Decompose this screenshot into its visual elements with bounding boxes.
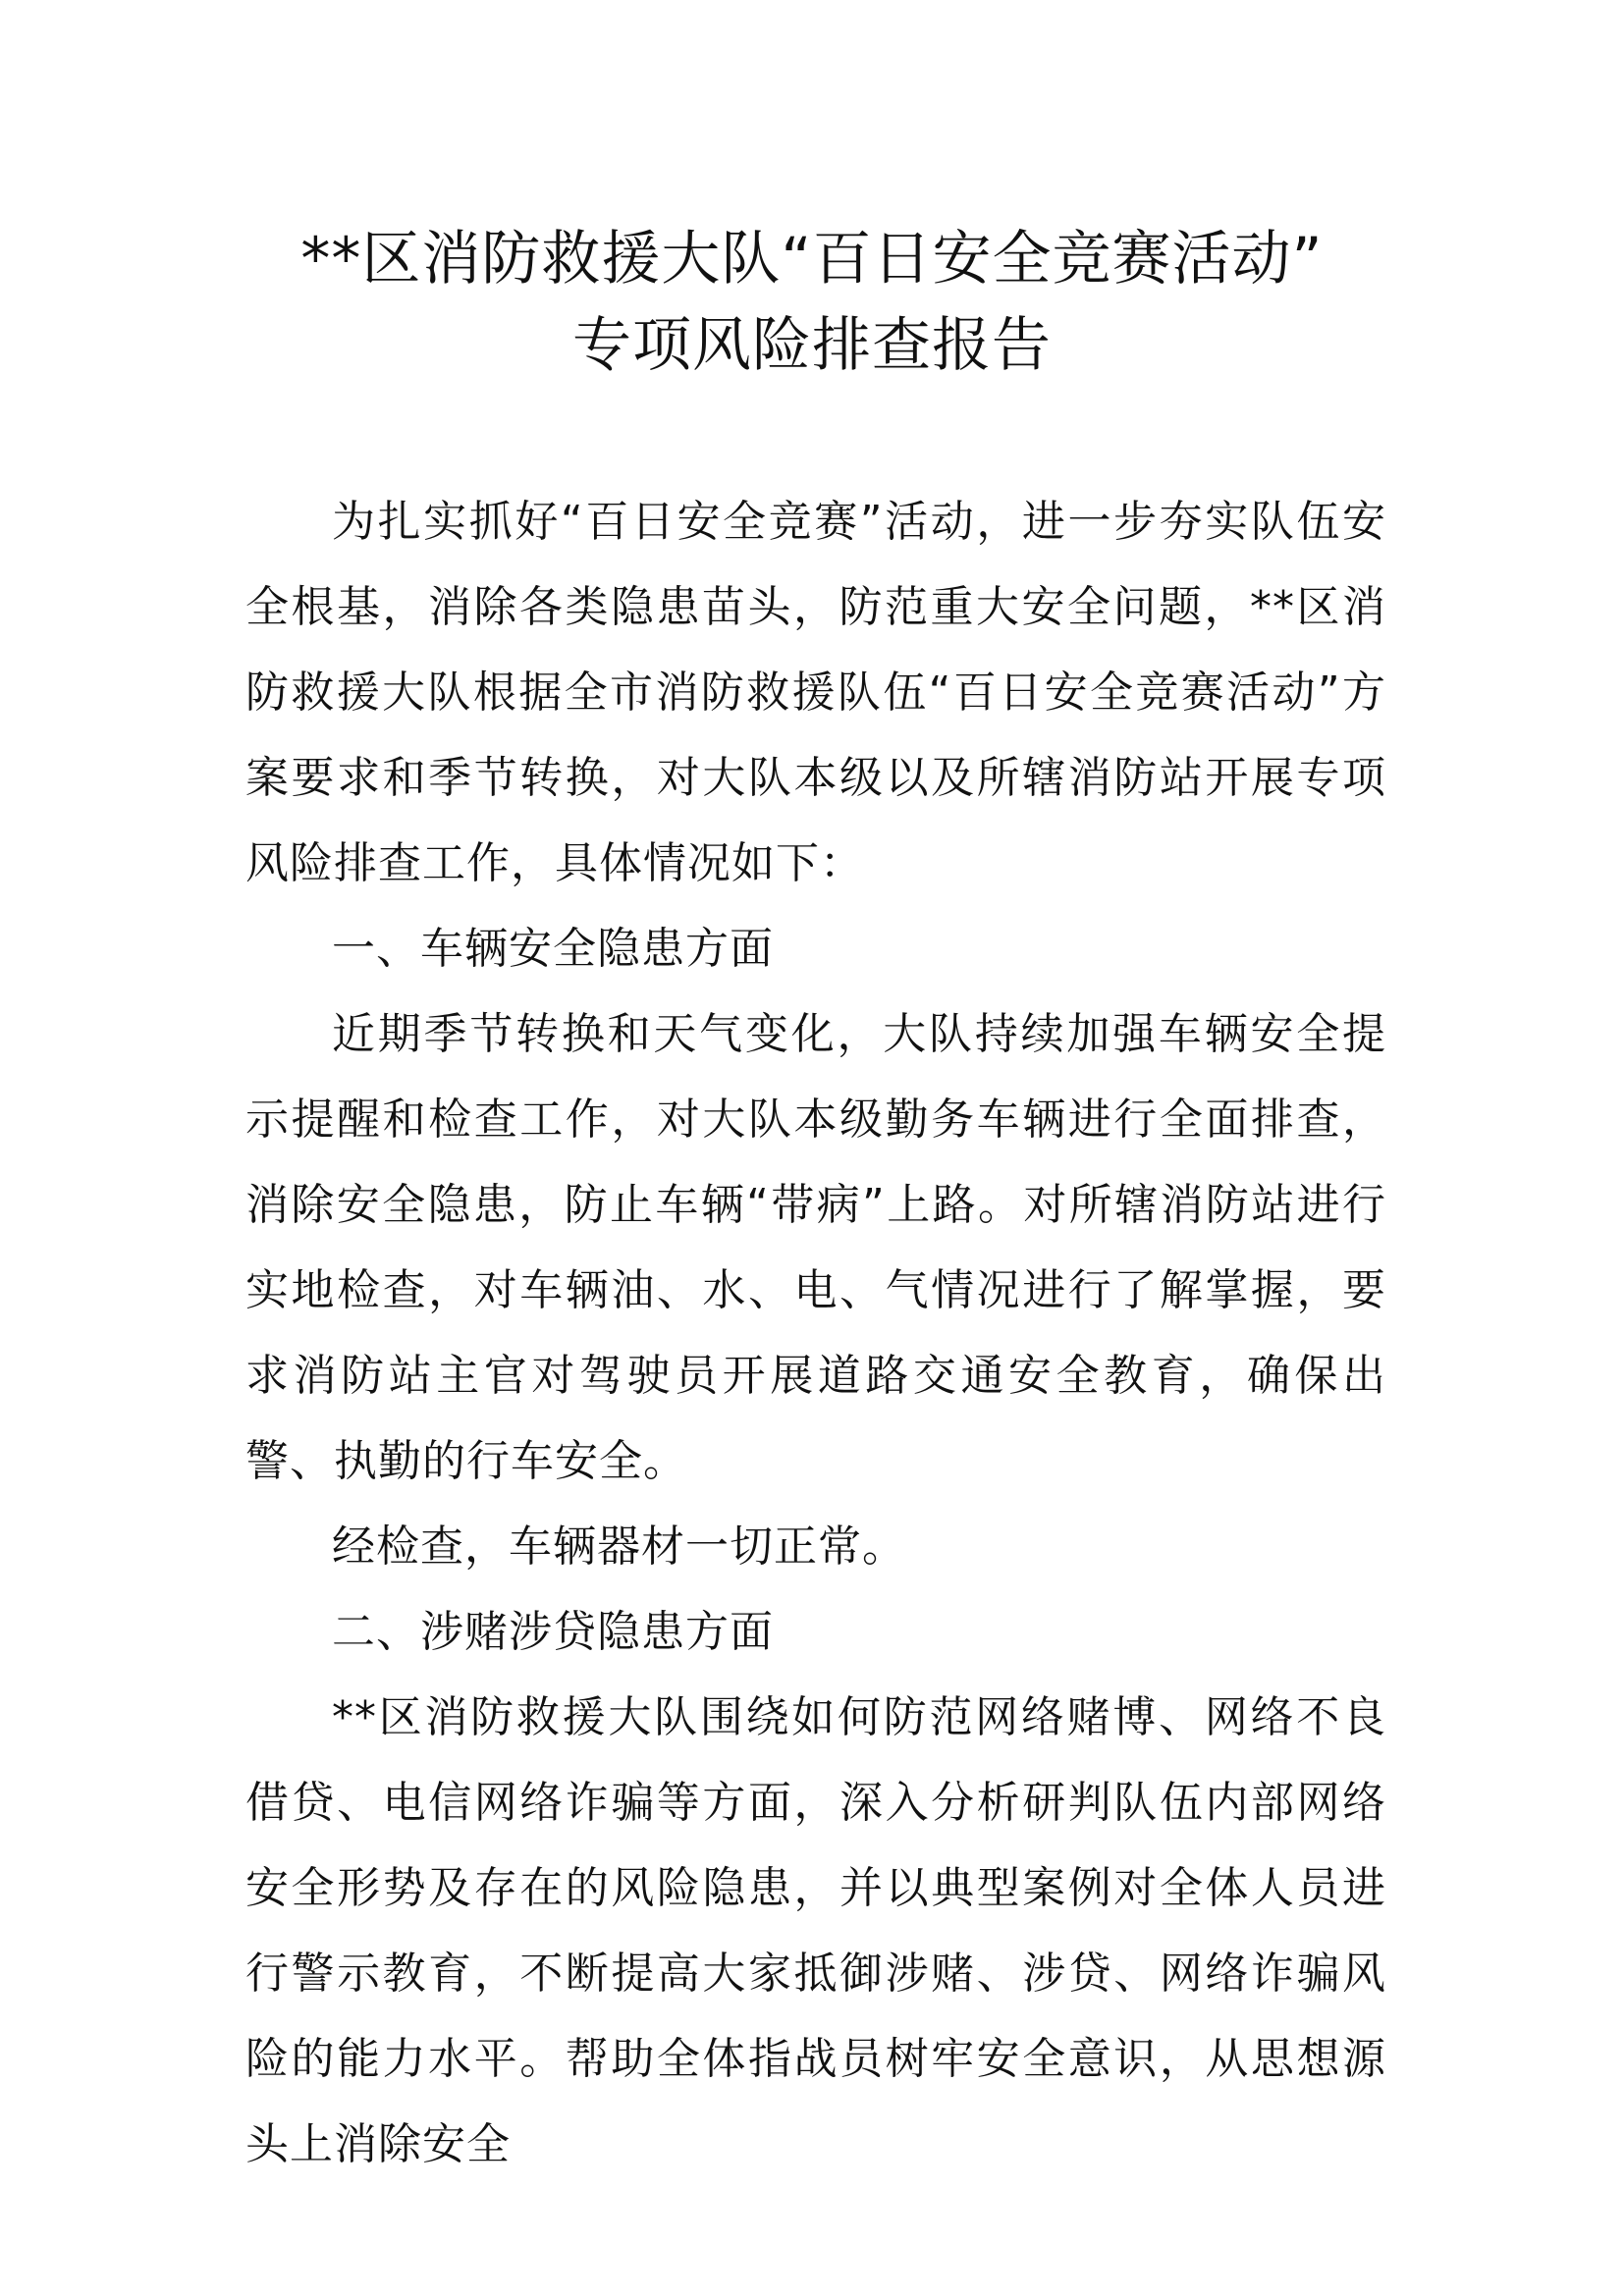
document-title-line-1: **区消防救援大队“百日安全竞赛活动” bbox=[300, 225, 1324, 294]
inspection-result-paragraph: 经检查，车辆器材一切正常。 bbox=[332, 1522, 906, 1572]
vehicle-safety-paragraph: 近期季节转换和天气变化，大队持续加强车辆安全提示提醒和检查工作，对大队本级勤务车辆进行全面排查，消除安全隐患，防止车辆“带病”上路。对所辖消防站进行实地检查，对车辆油、水、电、气情况进行了解掌握，要求消防站主官对驾驶员开展道路交通安全教育，确保出警、执勤的行车安全。 bbox=[245, 1009, 1386, 1486]
section-heading-vehicle-safety: 一、车辆安全隐患方面 bbox=[332, 924, 774, 974]
section-heading-gambling-loans: 二、涉赌涉贷隐患方面 bbox=[332, 1607, 774, 1657]
gambling-loans-paragraph: **区消防救援大队围绕如何防范网络赌博、网络不良借贷、电信网络诈骗等方面，深入分析研判队伍内部网络安全形势及存在的风险隐患，并以典型案例对全体人员进行警示教育，不断提高大家抵御涉赌、涉贷、网络诈骗风险的能力水平。帮助全体指战员树牢安全意识，从思想源头上消除安全 bbox=[245, 1692, 1386, 2169]
intro-paragraph: 为扎实抓好“百日安全竞赛”活动，进一步夯实队伍安全根基，消除各类隐患苗头，防范重大安全问题，**区消防救援大队根据全市消防救援队伍“百日安全竞赛活动”方案要求和季节转换，对大队本级以及所辖消防站开展专项风险排查工作，具体情况如下： bbox=[245, 497, 1386, 888]
document-title-line-2: 专项风险排查报告 bbox=[572, 311, 1052, 380]
document-body bbox=[245, 479, 1386, 2187]
